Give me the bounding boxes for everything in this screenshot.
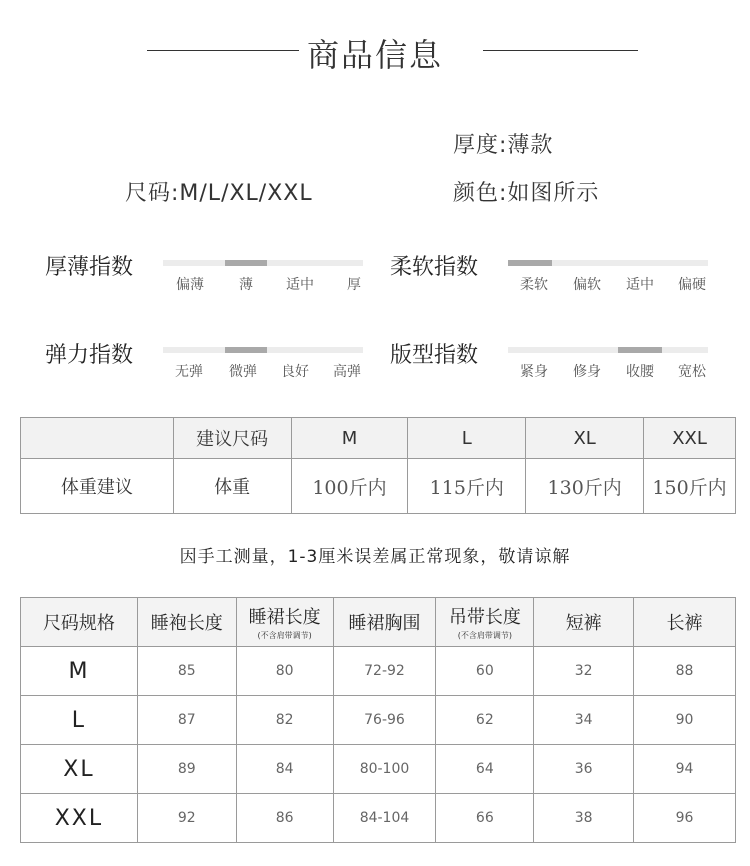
scale-option: 适中: [626, 277, 654, 293]
size-cell: M: [21, 647, 138, 696]
value-cell: 36: [534, 745, 634, 794]
table-header-cell: 短裤: [534, 598, 634, 647]
scale-option: 适中: [286, 277, 314, 293]
weight-cell: 150斤内: [644, 459, 736, 514]
scale-option: 宽松: [678, 364, 706, 380]
value-cell: 38: [534, 794, 634, 843]
value-cell: 64: [436, 745, 534, 794]
scale-option: 偏硬: [678, 277, 706, 293]
scale-marker: [225, 260, 267, 266]
size-cell: L: [21, 696, 138, 745]
table-header-row: [21, 418, 736, 459]
value-cell: 62: [436, 696, 534, 745]
scale-option: 偏薄: [176, 277, 204, 293]
value-cell: 85: [137, 647, 236, 696]
table-header-cell: 睡裙胸围: [333, 598, 436, 647]
weight-cell: 130斤内: [526, 459, 644, 514]
measurement-note: 因手工测量，1-3厘米误差属正常现象，敬请谅解: [179, 547, 571, 567]
table-row: [21, 794, 736, 843]
table-header-cell: 睡袍长度: [137, 598, 236, 647]
scale-option: 微弹: [229, 364, 257, 380]
weight-suggestion-table: [20, 417, 736, 514]
value-cell: 72-92: [333, 647, 436, 696]
scale-option: 修身: [573, 364, 601, 380]
value-cell: 66: [436, 794, 534, 843]
table-header-cell: L: [408, 418, 526, 459]
table-corner-cell: [21, 418, 174, 459]
size-spec-table: [20, 597, 736, 843]
table-header-cell: XL: [526, 418, 644, 459]
value-cell: 86: [236, 794, 333, 843]
table-header-cell: 睡裙长度 (不含肩带调节): [236, 598, 333, 647]
value-cell: 90: [634, 696, 736, 745]
scale-option: 良好: [281, 364, 309, 380]
row-label-cell: 体重建议: [21, 459, 174, 514]
value-cell: 84-104: [333, 794, 436, 843]
table-row: [21, 647, 736, 696]
scale-option: 紧身: [520, 364, 548, 380]
size-cell: XL: [21, 745, 138, 794]
row-sublabel-cell: 体重: [173, 459, 291, 514]
scale-track: [508, 347, 708, 353]
table-header-cell: 吊带长度 (不含肩带调节): [436, 598, 534, 647]
header-subnote: (不含肩带调节): [257, 631, 312, 640]
scale-option: 偏软: [573, 277, 601, 293]
scale-option: 收腰: [626, 364, 654, 380]
table-header-cell: 建议尺码: [173, 418, 291, 459]
scale-option: 高弹: [333, 364, 361, 380]
scale-marker: [618, 347, 662, 353]
value-cell: 96: [634, 794, 736, 843]
value-cell: 89: [137, 745, 236, 794]
table-row: [21, 745, 736, 794]
scale-marker: [508, 260, 552, 266]
header-subnote: (不含肩带调节): [457, 631, 512, 640]
thickness-info: 厚度:薄款: [453, 133, 554, 158]
color-info: 颜色:如图所示: [453, 181, 600, 206]
weight-cell: 115斤内: [408, 459, 526, 514]
table-header-cell: M: [291, 418, 408, 459]
value-cell: 34: [534, 696, 634, 745]
index-label: 弹力指数: [45, 343, 134, 368]
scale-option: 无弹: [175, 364, 203, 380]
value-cell: 88: [634, 647, 736, 696]
value-cell: 94: [634, 745, 736, 794]
title-left-rule: [147, 50, 299, 51]
scale-option: 厚: [347, 277, 361, 293]
value-cell: 76-96: [333, 696, 436, 745]
scale-option: 薄: [239, 277, 253, 293]
table-header-cell: 长裤: [634, 598, 736, 647]
table-row: [21, 696, 736, 745]
value-cell: 32: [534, 647, 634, 696]
value-cell: 84: [236, 745, 333, 794]
index-label: 柔软指数: [390, 255, 479, 280]
table-header-cell: XXL: [644, 418, 736, 459]
value-cell: 87: [137, 696, 236, 745]
title-right-rule: [483, 50, 638, 51]
index-label: 厚薄指数: [45, 255, 134, 280]
page-title: 商品信息: [306, 36, 443, 74]
table-header-cell: 尺码规格: [21, 598, 138, 647]
table-header-row: [21, 598, 736, 647]
size-cell: XXL: [21, 794, 138, 843]
value-cell: 80-100: [333, 745, 436, 794]
value-cell: 82: [236, 696, 333, 745]
index-label: 版型指数: [390, 343, 479, 368]
scale-marker: [225, 347, 267, 353]
scale-option: 柔软: [520, 277, 548, 293]
value-cell: 60: [436, 647, 534, 696]
value-cell: 80: [236, 647, 333, 696]
value-cell: 92: [137, 794, 236, 843]
table-row: [21, 459, 736, 514]
weight-cell: 100斤内: [291, 459, 408, 514]
size-info: 尺码:M/L/XL/XXL: [125, 181, 313, 206]
